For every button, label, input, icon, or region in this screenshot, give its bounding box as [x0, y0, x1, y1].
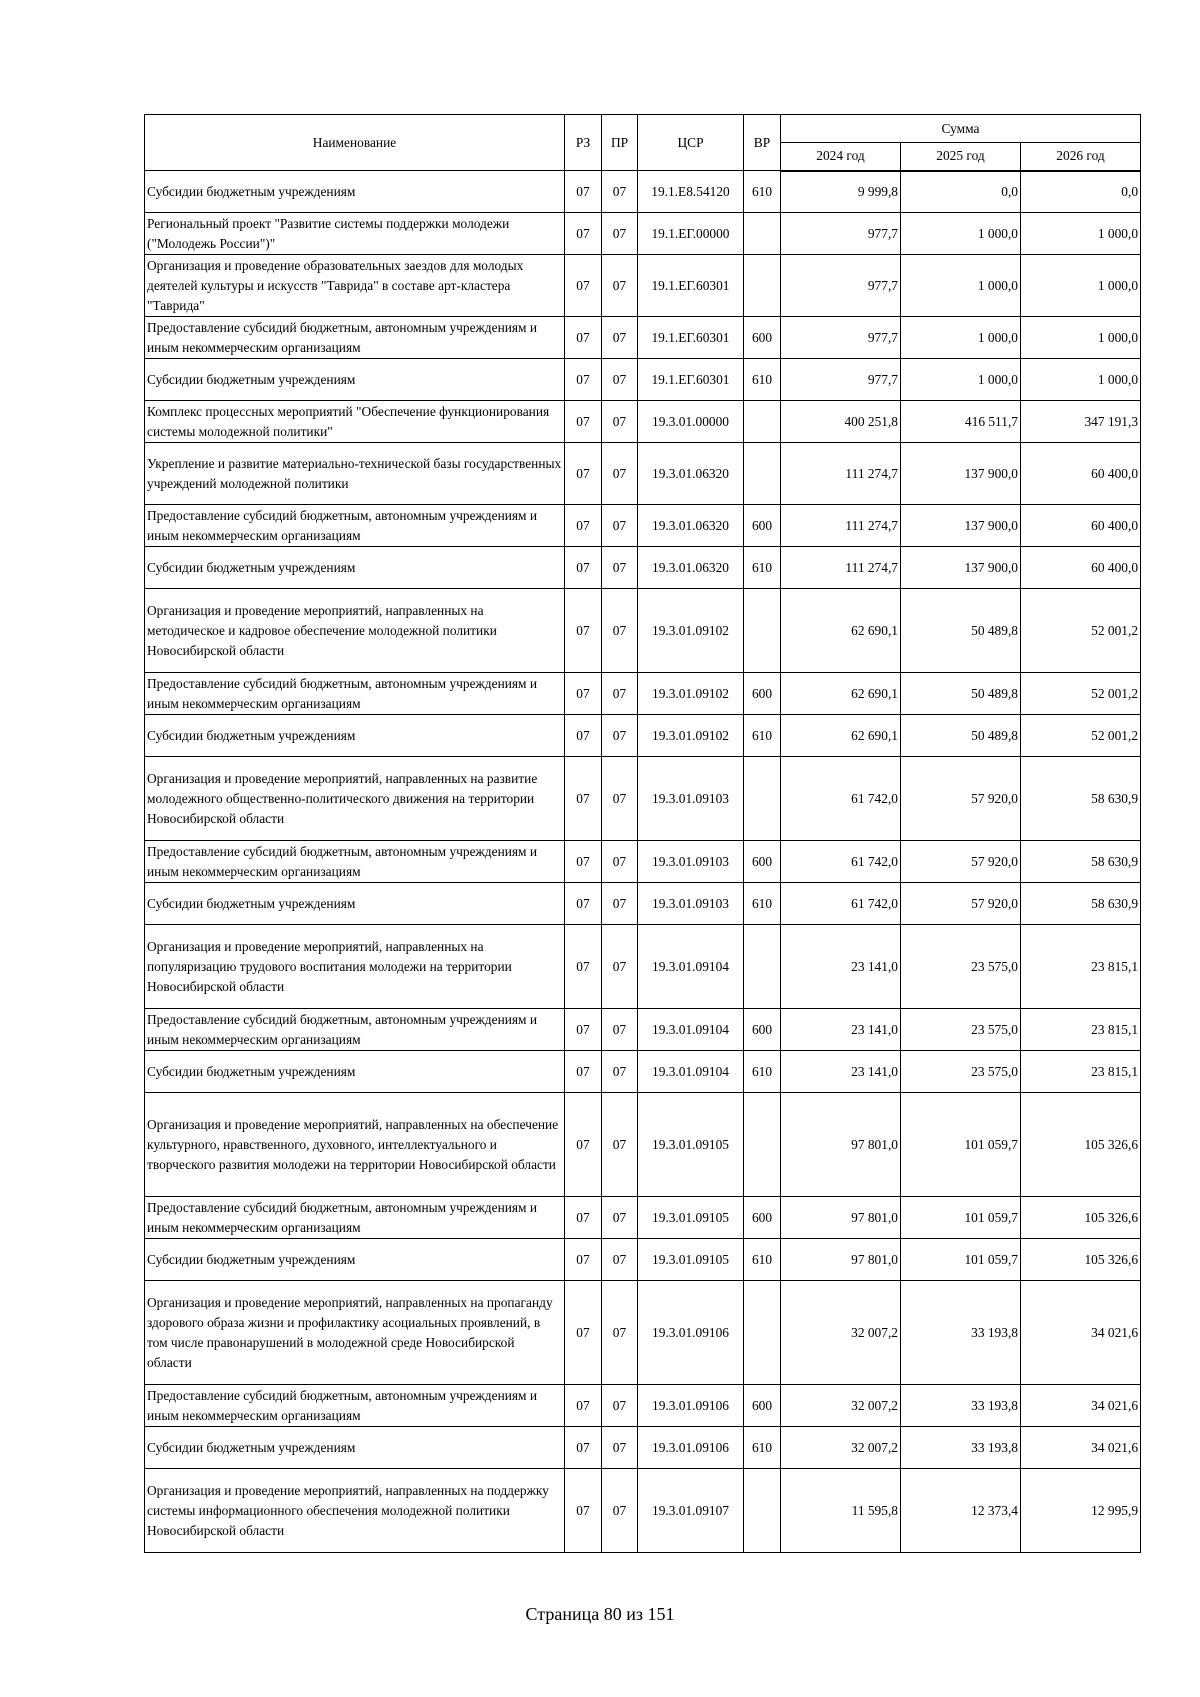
table-row: [145, 171, 1141, 213]
cell-sum-2025: 23 575,0: [901, 1051, 1021, 1093]
cell-sum-2026: 1 000,0: [1021, 317, 1141, 359]
cell-sum-2026: 60 400,0: [1021, 505, 1141, 547]
budget-table: [144, 114, 1141, 1553]
cell-pr: 07: [602, 401, 638, 443]
cell-sum-2025: 33 193,8: [901, 1281, 1021, 1385]
cell-pr: 07: [602, 883, 638, 925]
cell-vr: [744, 443, 781, 505]
cell-rz: 07: [565, 1051, 602, 1093]
cell-rz: 07: [565, 841, 602, 883]
cell-sum-2026: 1 000,0: [1021, 255, 1141, 317]
cell-sum-2026: 12 995,9: [1021, 1469, 1141, 1553]
table-header: [145, 115, 1141, 171]
cell-vr: [744, 1281, 781, 1385]
cell-sum-2024: 23 141,0: [781, 1051, 901, 1093]
cell-sum-2024: 61 742,0: [781, 841, 901, 883]
cell-csr: 19.3.01.09103: [638, 841, 744, 883]
cell-pr: 07: [602, 359, 638, 401]
cell-sum-2025: 57 920,0: [901, 883, 1021, 925]
cell-sum-2024: 97 801,0: [781, 1093, 901, 1197]
cell-pr: 07: [602, 1051, 638, 1093]
table-row: [145, 589, 1141, 673]
cell-sum-2025: 33 193,8: [901, 1385, 1021, 1427]
cell-csr: 19.3.01.09106: [638, 1385, 744, 1427]
cell-name: Субсидии бюджетным учреждениям: [145, 1427, 565, 1469]
cell-rz: 07: [565, 317, 602, 359]
cell-name: Предоставление субсидий бюджетным, автономным учреждениям и иным некоммерческим организациям: [145, 317, 565, 359]
cell-csr: 19.1.ЕГ.60301: [638, 359, 744, 401]
cell-pr: 07: [602, 925, 638, 1009]
cell-vr: 610: [744, 359, 781, 401]
header-sum: Сумма: [781, 115, 1141, 143]
header-rz: РЗ: [565, 115, 602, 171]
cell-sum-2024: 400 251,8: [781, 401, 901, 443]
cell-rz: 07: [565, 1469, 602, 1553]
cell-sum-2024: 111 274,7: [781, 547, 901, 589]
cell-sum-2024: 111 274,7: [781, 443, 901, 505]
cell-sum-2026: 58 630,9: [1021, 841, 1141, 883]
cell-csr: 19.3.01.09102: [638, 715, 744, 757]
cell-name: Укрепление и развитие материально-технической базы государственных учреждений молодежной политики: [145, 443, 565, 505]
header-year-2025: 2025 год: [901, 143, 1021, 171]
cell-sum-2024: 977,7: [781, 255, 901, 317]
cell-csr: 19.1.ЕГ.60301: [638, 255, 744, 317]
cell-sum-2024: 23 141,0: [781, 925, 901, 1009]
cell-name: Предоставление субсидий бюджетным, автономным учреждениям и иным некоммерческим организациям: [145, 1385, 565, 1427]
cell-sum-2025: 50 489,8: [901, 673, 1021, 715]
cell-pr: 07: [602, 1239, 638, 1281]
table-row: [145, 1385, 1141, 1427]
cell-pr: 07: [602, 673, 638, 715]
header-pr: ПР: [602, 115, 638, 171]
cell-pr: 07: [602, 1197, 638, 1239]
cell-pr: 07: [602, 757, 638, 841]
cell-rz: 07: [565, 715, 602, 757]
table-row: [145, 1469, 1141, 1553]
cell-sum-2025: 23 575,0: [901, 925, 1021, 1009]
cell-csr: 19.3.01.09102: [638, 673, 744, 715]
cell-vr: 610: [744, 547, 781, 589]
cell-sum-2026: 23 815,1: [1021, 1009, 1141, 1051]
cell-pr: 07: [602, 841, 638, 883]
cell-pr: 07: [602, 505, 638, 547]
cell-name: Организация и проведение мероприятий, направленных на обеспечение культурного, нравственного, духовного, интеллектуального и творческого развития молодежи на территории Новосибирской области: [145, 1093, 565, 1197]
cell-pr: 07: [602, 213, 638, 255]
cell-pr: 07: [602, 1093, 638, 1197]
table-row: [145, 443, 1141, 505]
cell-sum-2025: 33 193,8: [901, 1427, 1021, 1469]
cell-vr: 600: [744, 841, 781, 883]
cell-rz: 07: [565, 1239, 602, 1281]
table-row: [145, 883, 1141, 925]
cell-vr: [744, 589, 781, 673]
cell-sum-2026: 105 326,6: [1021, 1197, 1141, 1239]
cell-vr: 610: [744, 171, 781, 213]
cell-sum-2025: 101 059,7: [901, 1093, 1021, 1197]
cell-vr: [744, 1469, 781, 1553]
cell-pr: 07: [602, 715, 638, 757]
cell-sum-2026: 34 021,6: [1021, 1385, 1141, 1427]
cell-rz: 07: [565, 255, 602, 317]
cell-sum-2025: 0,0: [901, 171, 1021, 213]
cell-csr: 19.3.01.09106: [638, 1427, 744, 1469]
page-number: Страница 80 из 151: [525, 1604, 675, 1624]
cell-csr: 19.3.01.09104: [638, 1009, 744, 1051]
cell-sum-2026: 105 326,6: [1021, 1093, 1141, 1197]
cell-rz: 07: [565, 757, 602, 841]
cell-sum-2024: 977,7: [781, 213, 901, 255]
cell-csr: 19.3.01.09102: [638, 589, 744, 673]
table-row: [145, 757, 1141, 841]
cell-sum-2025: 1 000,0: [901, 359, 1021, 401]
cell-sum-2024: 9 999,8: [781, 171, 901, 213]
cell-vr: [744, 757, 781, 841]
cell-rz: 07: [565, 401, 602, 443]
cell-csr: 19.3.01.09104: [638, 925, 744, 1009]
cell-csr: 19.1.Е8.54120: [638, 171, 744, 213]
cell-vr: 610: [744, 1239, 781, 1281]
cell-name: Субсидии бюджетным учреждениям: [145, 171, 565, 213]
cell-rz: 07: [565, 443, 602, 505]
cell-sum-2024: 97 801,0: [781, 1239, 901, 1281]
cell-rz: 07: [565, 589, 602, 673]
cell-name: Субсидии бюджетным учреждениям: [145, 359, 565, 401]
cell-sum-2026: 105 326,6: [1021, 1239, 1141, 1281]
cell-sum-2024: 61 742,0: [781, 757, 901, 841]
cell-sum-2024: 977,7: [781, 317, 901, 359]
table-row: [145, 925, 1141, 1009]
cell-sum-2024: 62 690,1: [781, 715, 901, 757]
cell-name: Субсидии бюджетным учреждениям: [145, 1051, 565, 1093]
cell-rz: 07: [565, 1009, 602, 1051]
cell-rz: 07: [565, 1385, 602, 1427]
cell-csr: 19.3.01.09107: [638, 1469, 744, 1553]
header-csr: ЦСР: [638, 115, 744, 171]
cell-vr: [744, 925, 781, 1009]
table-row: [145, 1281, 1141, 1385]
table-row: [145, 1427, 1141, 1469]
header-name: Наименование: [145, 115, 565, 171]
cell-pr: 07: [602, 255, 638, 317]
cell-sum-2025: 137 900,0: [901, 547, 1021, 589]
table-body: [145, 171, 1141, 1553]
cell-sum-2024: 11 595,8: [781, 1469, 901, 1553]
cell-pr: 07: [602, 317, 638, 359]
cell-sum-2026: 1 000,0: [1021, 213, 1141, 255]
cell-csr: 19.1.ЕГ.00000: [638, 213, 744, 255]
cell-sum-2024: 32 007,2: [781, 1385, 901, 1427]
cell-sum-2026: 58 630,9: [1021, 757, 1141, 841]
cell-rz: 07: [565, 1093, 602, 1197]
table-row: [145, 213, 1141, 255]
cell-vr: 610: [744, 715, 781, 757]
cell-csr: 19.3.01.09103: [638, 757, 744, 841]
cell-csr: 19.3.01.09103: [638, 883, 744, 925]
table-row: [145, 401, 1141, 443]
cell-csr: 19.3.01.09104: [638, 1051, 744, 1093]
cell-vr: [744, 255, 781, 317]
cell-name: Организация и проведение мероприятий, направленных на методическое и кадровое обеспечение молодежной политики Новосибирской области: [145, 589, 565, 673]
cell-sum-2025: 1 000,0: [901, 317, 1021, 359]
table-row: [145, 505, 1141, 547]
cell-vr: 600: [744, 1009, 781, 1051]
cell-csr: 19.3.01.00000: [638, 401, 744, 443]
cell-sum-2025: 101 059,7: [901, 1239, 1021, 1281]
cell-vr: 600: [744, 317, 781, 359]
cell-csr: 19.1.ЕГ.60301: [638, 317, 744, 359]
cell-csr: 19.3.01.09105: [638, 1197, 744, 1239]
cell-name: Предоставление субсидий бюджетным, автономным учреждениям и иным некоммерческим организациям: [145, 1009, 565, 1051]
cell-pr: 07: [602, 443, 638, 505]
cell-rz: 07: [565, 171, 602, 213]
table-row: [145, 1197, 1141, 1239]
cell-sum-2025: 137 900,0: [901, 505, 1021, 547]
cell-sum-2024: 61 742,0: [781, 883, 901, 925]
cell-sum-2025: 1 000,0: [901, 255, 1021, 317]
header-year-2026: 2026 год: [1021, 143, 1141, 171]
table-row: [145, 841, 1141, 883]
cell-name: Предоставление субсидий бюджетным, автономным учреждениям и иным некоммерческим организациям: [145, 673, 565, 715]
cell-vr: [744, 401, 781, 443]
cell-sum-2026: 23 815,1: [1021, 925, 1141, 1009]
cell-sum-2025: 23 575,0: [901, 1009, 1021, 1051]
cell-vr: [744, 213, 781, 255]
cell-name: Организация и проведение мероприятий, направленных на пропаганду здорового образа жизни и профилактику асоциальных проявлений, в том числе правонарушений в молодежной среде Новосибирской области: [145, 1281, 565, 1385]
cell-sum-2026: 60 400,0: [1021, 443, 1141, 505]
cell-csr: 19.3.01.06320: [638, 443, 744, 505]
cell-sum-2026: 23 815,1: [1021, 1051, 1141, 1093]
table-row: [145, 715, 1141, 757]
cell-vr: 610: [744, 1051, 781, 1093]
table-row: [145, 547, 1141, 589]
cell-vr: 610: [744, 883, 781, 925]
cell-rz: 07: [565, 673, 602, 715]
cell-csr: 19.3.01.09105: [638, 1239, 744, 1281]
cell-rz: 07: [565, 359, 602, 401]
cell-sum-2024: 62 690,1: [781, 589, 901, 673]
cell-sum-2025: 1 000,0: [901, 213, 1021, 255]
cell-name: Организация и проведение мероприятий, направленных на поддержку системы информационного обеспечения молодежной политики Новосибирской области: [145, 1469, 565, 1553]
cell-sum-2026: 52 001,2: [1021, 589, 1141, 673]
cell-vr: 600: [744, 505, 781, 547]
cell-sum-2024: 23 141,0: [781, 1009, 901, 1051]
cell-name: Предоставление субсидий бюджетным, автономным учреждениям и иным некоммерческим организациям: [145, 505, 565, 547]
cell-pr: 07: [602, 1385, 638, 1427]
cell-pr: 07: [602, 1009, 638, 1051]
cell-pr: 07: [602, 1427, 638, 1469]
cell-sum-2026: 1 000,0: [1021, 359, 1141, 401]
cell-pr: 07: [602, 1281, 638, 1385]
cell-sum-2025: 101 059,7: [901, 1197, 1021, 1239]
cell-pr: 07: [602, 589, 638, 673]
cell-vr: 600: [744, 1385, 781, 1427]
cell-sum-2025: 57 920,0: [901, 757, 1021, 841]
cell-pr: 07: [602, 1469, 638, 1553]
table-row: [145, 1239, 1141, 1281]
cell-sum-2026: 52 001,2: [1021, 673, 1141, 715]
cell-sum-2026: 347 191,3: [1021, 401, 1141, 443]
table-row: [145, 673, 1141, 715]
table-row: [145, 359, 1141, 401]
table-row: [145, 317, 1141, 359]
cell-sum-2024: 111 274,7: [781, 505, 901, 547]
cell-sum-2024: 62 690,1: [781, 673, 901, 715]
table-row: [145, 1093, 1141, 1197]
table-row: [145, 1051, 1141, 1093]
cell-rz: 07: [565, 1197, 602, 1239]
header-year-2024: 2024 год: [781, 143, 901, 171]
cell-sum-2025: 12 373,4: [901, 1469, 1021, 1553]
cell-csr: 19.3.01.09106: [638, 1281, 744, 1385]
cell-sum-2025: 57 920,0: [901, 841, 1021, 883]
cell-pr: 07: [602, 547, 638, 589]
cell-vr: [744, 1093, 781, 1197]
cell-name: Субсидии бюджетным учреждениям: [145, 1239, 565, 1281]
cell-rz: 07: [565, 1281, 602, 1385]
header-vr: ВР: [744, 115, 781, 171]
cell-pr: 07: [602, 171, 638, 213]
cell-name: Субсидии бюджетным учреждениям: [145, 547, 565, 589]
cell-sum-2026: 0,0: [1021, 171, 1141, 213]
cell-csr: 19.3.01.06320: [638, 505, 744, 547]
cell-rz: 07: [565, 213, 602, 255]
cell-sum-2025: 416 511,7: [901, 401, 1021, 443]
cell-name: Организация и проведение мероприятий, направленных на развитие молодежного общественно-политического движения на территории Новосибирской области: [145, 757, 565, 841]
cell-sum-2024: 32 007,2: [781, 1281, 901, 1385]
cell-name: Субсидии бюджетным учреждениям: [145, 715, 565, 757]
cell-sum-2026: 58 630,9: [1021, 883, 1141, 925]
cell-sum-2025: 137 900,0: [901, 443, 1021, 505]
cell-name: Региональный проект "Развитие системы поддержки молодежи ("Молодежь России")": [145, 213, 565, 255]
cell-name: Субсидии бюджетным учреждениям: [145, 883, 565, 925]
cell-sum-2026: 52 001,2: [1021, 715, 1141, 757]
cell-sum-2024: 977,7: [781, 359, 901, 401]
table-row: [145, 255, 1141, 317]
table-row: [145, 1009, 1141, 1051]
cell-rz: 07: [565, 1427, 602, 1469]
cell-vr: 610: [744, 1427, 781, 1469]
cell-name: Предоставление субсидий бюджетным, автономным учреждениям и иным некоммерческим организациям: [145, 1197, 565, 1239]
cell-sum-2025: 50 489,8: [901, 715, 1021, 757]
cell-name: Комплекс процессных мероприятий "Обеспечение функционирования системы молодежной политики": [145, 401, 565, 443]
cell-rz: 07: [565, 505, 602, 547]
cell-sum-2026: 34 021,6: [1021, 1281, 1141, 1385]
cell-sum-2025: 50 489,8: [901, 589, 1021, 673]
cell-name: Организация и проведение образовательных заездов для молодых деятелей культуры и искусств "Таврида" в составе арт-кластера "Таврида": [145, 255, 565, 317]
cell-rz: 07: [565, 547, 602, 589]
cell-csr: 19.3.01.06320: [638, 547, 744, 589]
cell-rz: 07: [565, 883, 602, 925]
cell-vr: 600: [744, 1197, 781, 1239]
cell-csr: 19.3.01.09105: [638, 1093, 744, 1197]
cell-sum-2024: 32 007,2: [781, 1427, 901, 1469]
cell-name: Организация и проведение мероприятий, направленных на популяризацию трудового воспитания молодежи на территории Новосибирской области: [145, 925, 565, 1009]
cell-sum-2026: 60 400,0: [1021, 547, 1141, 589]
cell-vr: 600: [744, 673, 781, 715]
cell-rz: 07: [565, 925, 602, 1009]
cell-sum-2024: 97 801,0: [781, 1197, 901, 1239]
cell-sum-2026: 34 021,6: [1021, 1427, 1141, 1469]
cell-name: Предоставление субсидий бюджетным, автономным учреждениям и иным некоммерческим организациям: [145, 841, 565, 883]
